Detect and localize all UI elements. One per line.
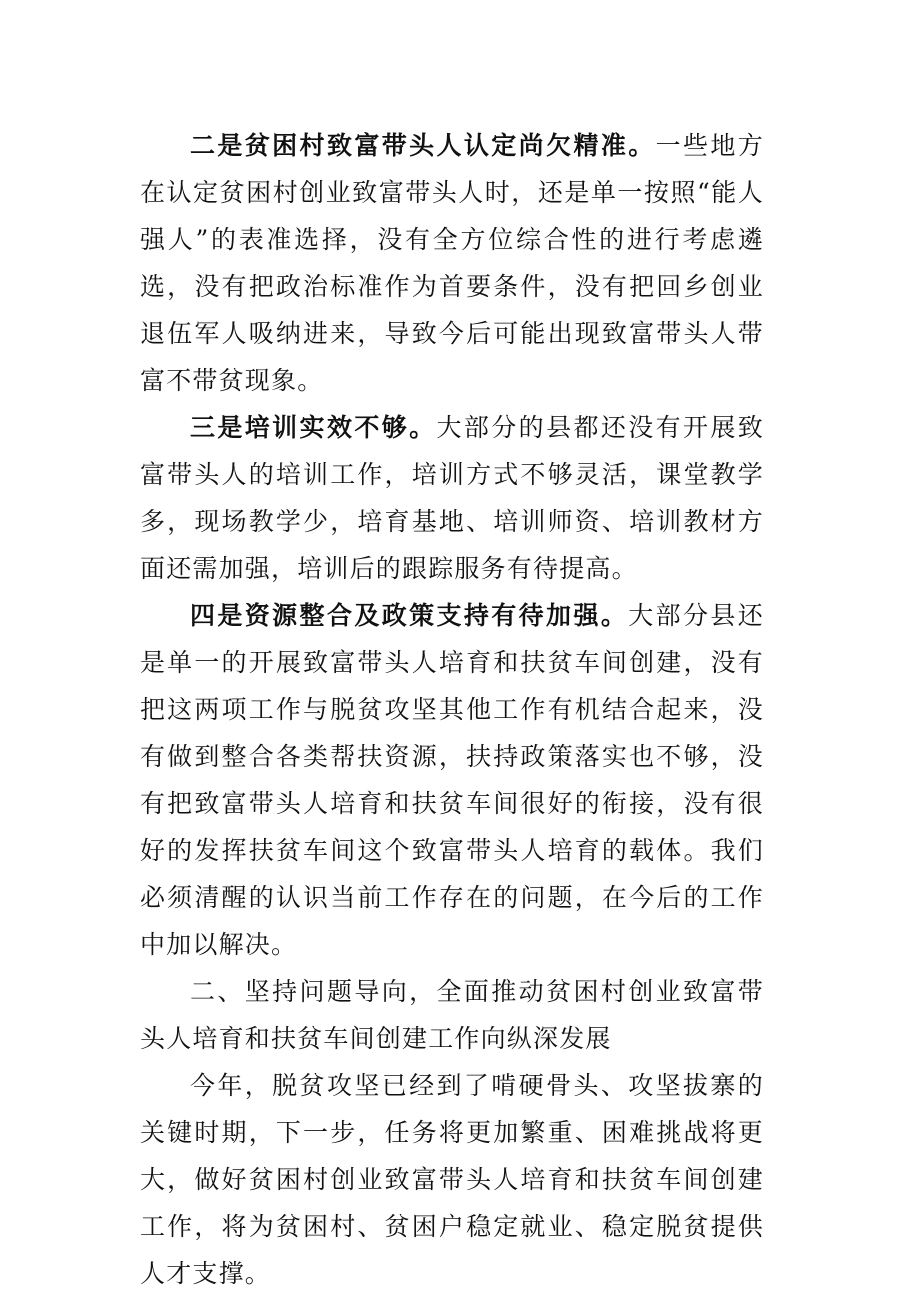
paragraph-heading: 二是贫困村致富带头人认定尚欠精准。	[190, 131, 656, 160]
paragraph-text: 大部分县还是单一的开展致富带头人培育和扶贫车间创建，没有把这两项工作与脱贫攻坚其他工作有机结合起来，没有做到整合各类帮扶资源，扶持政策落实也不够，没有把致富带头人培育和扶贫车间很好的衔接，没有很好的发挥扶贫车间这个致富带头人培育的载体。我们必须清醒的认识当前工作存在的问题，在今后的工作中加以解决。	[140, 601, 764, 959]
paragraph-text: 今年，脱贫攻坚已经到了啃硬骨头、攻坚拔寨的关键时期，下一步，任务将更加繁重、困难挑战将更大，做好贫困村创业致富带头人培育和扶贫车间创建工作，将为贫困村、贫困户稳定就业、稳定脱贫提供人才支撑。	[140, 1071, 764, 1288]
paragraph-heading: 三是培训实效不够。	[190, 413, 437, 442]
paragraph-resource-integration	[140, 592, 764, 968]
paragraph-heading: 四是资源整合及政策支持有待加强。	[190, 601, 629, 630]
section-heading-text: 二、坚持问题导向，全面推动贫困村创业致富带头人培育和扶贫车间创建工作向纵深发展	[140, 977, 764, 1053]
paragraph-precision-identification	[140, 122, 764, 404]
paragraph-text: 大部分的县都还没有开展致富带头人的培训工作，培训方式不够灵活，课堂教学多，现场教学少，培育基地、培训师资、培训教材方面还需加强，培训后的跟踪服务有待提高。	[140, 413, 764, 583]
paragraph-this-year	[140, 1062, 764, 1297]
section-heading-problem-oriented	[140, 968, 764, 1062]
paragraph-text: 一些地方在认定贫困村创业致富带头人时，还是单一按照“能人强人”的表准选择，没有全方位综合性的进行考虑遴选，没有把政治标准作为首要条件，没有把回乡创业退伍军人吸纳进来，导致今后可能出现致富带头人带富不带贫现象。	[140, 131, 764, 395]
paragraph-training-effectiveness	[140, 404, 764, 592]
document-body	[140, 122, 764, 1297]
